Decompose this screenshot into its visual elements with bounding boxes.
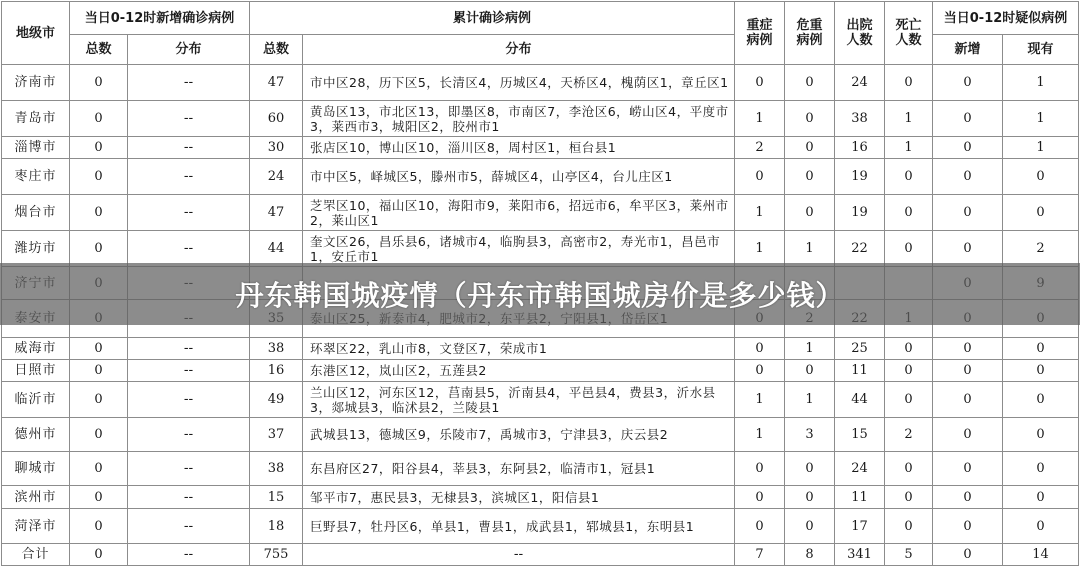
header-cum-total: 总数	[250, 35, 303, 65]
critical-cell: 0	[785, 101, 835, 137]
new-dist-cell: --	[128, 418, 250, 452]
discharged-cell: 24	[835, 65, 885, 101]
new-total-cell: 0	[70, 159, 128, 195]
critical-cell: 0	[785, 137, 835, 159]
suspect-new-cell: 0	[933, 509, 1003, 544]
header-city: 地级市	[2, 2, 70, 65]
critical-cell: 0	[785, 452, 835, 486]
header-new-group: 当日0-12时新增确诊病例	[70, 2, 250, 35]
cum-total-cell: 16	[250, 360, 303, 382]
severe-cell: 0	[735, 65, 785, 101]
cum-total-cell: 24	[250, 159, 303, 195]
severe-cell: 0	[735, 509, 785, 544]
deaths-cell: 0	[885, 195, 933, 231]
suspect-new-cell: 0	[933, 486, 1003, 509]
critical-cell: 1	[785, 231, 835, 267]
severe-cell: 1	[735, 195, 785, 231]
city-cell: 枣庄市	[2, 159, 70, 195]
suspect-current-cell: 0	[1003, 195, 1079, 231]
table-row	[2, 231, 1079, 267]
new-dist-cell: --	[128, 159, 250, 195]
critical-cell: 0	[785, 509, 835, 544]
new-dist-cell: --	[128, 231, 250, 267]
table-row	[2, 195, 1079, 231]
new-dist-cell: --	[128, 382, 250, 418]
suspect-new-cell: 0	[933, 418, 1003, 452]
deaths-cell: 0	[885, 360, 933, 382]
table-row	[2, 101, 1079, 137]
new-total-cell: 0	[70, 486, 128, 509]
suspect-current-cell: 0	[1003, 159, 1079, 195]
cum-dist-cell: 市中区28，历下区5，长清区4，历城区4，天桥区4，槐荫区1，章丘区1	[303, 65, 735, 101]
deaths-cell: 1	[885, 101, 933, 137]
discharged-cell: 11	[835, 486, 885, 509]
header-suspect-new: 新增	[933, 35, 1003, 65]
severe-cell: 0	[735, 338, 785, 360]
critical-cell: 0	[785, 360, 835, 382]
critical-cell: 1	[785, 338, 835, 360]
suspect-new-cell: 0	[933, 338, 1003, 360]
suspect-current-cell: 0	[1003, 486, 1079, 509]
suspect-current-cell: 1	[1003, 137, 1079, 159]
severe-cell: 0	[735, 486, 785, 509]
deaths-cell: 0	[885, 509, 933, 544]
deaths-cell: 0	[885, 452, 933, 486]
discharged-cell: 16	[835, 137, 885, 159]
header-critical: 危重 病例	[785, 2, 835, 65]
critical-cell: 1	[785, 382, 835, 418]
deaths-cell: 0	[885, 338, 933, 360]
cum-dist-cell: 东昌府区27，阳谷县4，莘县3，东阿县2，临清市1，冠县1	[303, 452, 735, 486]
city-cell: 潍坊市	[2, 231, 70, 267]
new-total-cell: 0	[70, 418, 128, 452]
suspect-current-cell: 0	[1003, 418, 1079, 452]
header-suspect-current: 现有	[1003, 35, 1079, 65]
city-cell: 青岛市	[2, 101, 70, 137]
severe-cell: 1	[735, 382, 785, 418]
new-dist-cell: --	[128, 360, 250, 382]
suspect-new-cell: 0	[933, 382, 1003, 418]
new-total-cell: 0	[70, 137, 128, 159]
new-dist-cell: --	[128, 195, 250, 231]
total-cum-dist-cell: --	[303, 544, 735, 566]
city-cell: 临沂市	[2, 382, 70, 418]
total-row	[2, 544, 1079, 566]
suspect-current-cell: 0	[1003, 509, 1079, 544]
city-cell: 淄博市	[2, 137, 70, 159]
severe-cell: 2	[735, 137, 785, 159]
severe-cell: 0	[735, 360, 785, 382]
header-suspect-group: 当日0-12时疑似病例	[933, 2, 1079, 35]
total-new-cell: 0	[70, 544, 128, 566]
city-cell: 聊城市	[2, 452, 70, 486]
header-severe: 重症 病例	[735, 2, 785, 65]
critical-cell: 0	[785, 486, 835, 509]
new-dist-cell: --	[128, 452, 250, 486]
suspect-current-cell: 1	[1003, 101, 1079, 137]
cum-dist-cell: 邹平市7，惠民县3，无棣县3，滨城区1，阳信县1	[303, 486, 735, 509]
suspect-new-cell: 0	[933, 360, 1003, 382]
severe-cell: 0	[735, 452, 785, 486]
severe-cell: 0	[735, 159, 785, 195]
city-cell: 菏泽市	[2, 509, 70, 544]
city-cell: 济南市	[2, 65, 70, 101]
deaths-cell: 1	[885, 137, 933, 159]
header-cum-dist: 分布	[303, 35, 735, 65]
total-deaths-cell: 5	[885, 544, 933, 566]
suspect-current-cell: 2	[1003, 231, 1079, 267]
suspect-new-cell: 0	[933, 452, 1003, 486]
suspect-new-cell: 0	[933, 231, 1003, 267]
cum-dist-cell: 黄岛区13，市北区13，即墨区8，市南区7，李沧区6，崂山区4，平度市3，莱西市3，城阳区2，胶州市1	[303, 101, 735, 137]
discharged-cell: 11	[835, 360, 885, 382]
discharged-cell: 22	[835, 231, 885, 267]
city-cell: 德州市	[2, 418, 70, 452]
table-row	[2, 509, 1079, 544]
cum-dist-cell: 芝罘区10，福山区10，海阳市9，莱阳市6，招远市6，牟平区3，莱州市2，莱山区1	[303, 195, 735, 231]
header-deaths: 死亡 人数	[885, 2, 933, 65]
new-total-cell: 0	[70, 360, 128, 382]
cum-dist-cell: 东港区12，岚山区2，五莲县2	[303, 360, 735, 382]
new-dist-cell: --	[128, 101, 250, 137]
cum-dist-cell: 市中区5，峄城区5，滕州市5，薛城区4，山亭区4，台儿庄区1	[303, 159, 735, 195]
discharged-cell: 19	[835, 159, 885, 195]
cum-total-cell: 15	[250, 486, 303, 509]
header-discharged: 出院 人数	[835, 2, 885, 65]
discharged-cell: 25	[835, 338, 885, 360]
cum-dist-cell: 兰山区12，河东区12，莒南县5，沂南县4，平邑县4，费县3，沂水县3，郯城县3，临沭县2，兰陵县1	[303, 382, 735, 418]
deaths-cell: 0	[885, 486, 933, 509]
discharged-cell: 15	[835, 418, 885, 452]
deaths-cell: 0	[885, 65, 933, 101]
new-dist-cell: --	[128, 137, 250, 159]
new-dist-cell: --	[128, 509, 250, 544]
table-row	[2, 338, 1079, 360]
table-row	[2, 137, 1079, 159]
critical-cell: 0	[785, 195, 835, 231]
severe-cell: 1	[735, 101, 785, 137]
severe-cell: 1	[735, 231, 785, 267]
cum-dist-cell: 巨野县7，牡丹区6，单县1，曹县1，成武县1，郓城县1，东明县1	[303, 509, 735, 544]
cum-total-cell: 47	[250, 195, 303, 231]
city-cell: 日照市	[2, 360, 70, 382]
new-total-cell: 0	[70, 195, 128, 231]
critical-cell: 0	[785, 159, 835, 195]
deaths-cell: 0	[885, 231, 933, 267]
cum-dist-cell: 张店区10，博山区10，淄川区8，周村区1，桓台县1	[303, 137, 735, 159]
suspect-new-cell: 0	[933, 137, 1003, 159]
discharged-cell: 44	[835, 382, 885, 418]
table-row	[2, 65, 1079, 101]
new-total-cell: 0	[70, 231, 128, 267]
discharged-cell: 19	[835, 195, 885, 231]
cum-dist-cell: 奎文区26，昌乐县6，诸城市4，临朐县3，高密市2，寿光市1，昌邑市1，安丘市1	[303, 231, 735, 267]
total-new-dist-cell: --	[128, 544, 250, 566]
new-dist-cell: --	[128, 65, 250, 101]
suspect-current-cell: 0	[1003, 452, 1079, 486]
new-dist-cell: --	[128, 338, 250, 360]
suspect-current-cell: 0	[1003, 360, 1079, 382]
deaths-cell: 0	[885, 159, 933, 195]
title-banner	[0, 263, 1080, 325]
cum-total-cell: 38	[250, 452, 303, 486]
new-total-cell: 0	[70, 65, 128, 101]
new-total-cell: 0	[70, 338, 128, 360]
cum-total-cell: 18	[250, 509, 303, 544]
table-row	[2, 382, 1079, 418]
suspect-new-cell: 0	[933, 159, 1003, 195]
severe-cell: 1	[735, 418, 785, 452]
discharged-cell: 24	[835, 452, 885, 486]
total-cum-cell: 755	[250, 544, 303, 566]
suspect-new-cell: 0	[933, 65, 1003, 101]
table-row	[2, 360, 1079, 382]
cum-total-cell: 60	[250, 101, 303, 137]
cum-total-cell: 49	[250, 382, 303, 418]
city-cell: 烟台市	[2, 195, 70, 231]
table-row	[2, 159, 1079, 195]
discharged-cell: 38	[835, 101, 885, 137]
table-row	[2, 486, 1079, 509]
new-dist-cell: --	[128, 486, 250, 509]
header-new-total: 总数	[70, 35, 128, 65]
total-label-cell: 合计	[2, 544, 70, 566]
suspect-current-cell: 0	[1003, 338, 1079, 360]
total-critical-cell: 8	[785, 544, 835, 566]
critical-cell: 3	[785, 418, 835, 452]
cum-total-cell: 47	[250, 65, 303, 101]
discharged-cell: 17	[835, 509, 885, 544]
banner-title: 丹东韩国城疫情（丹东市韩国城房价是多少钱）	[235, 279, 845, 312]
suspect-new-cell: 0	[933, 195, 1003, 231]
cum-total-cell: 44	[250, 231, 303, 267]
city-cell: 威海市	[2, 338, 70, 360]
suspect-current-cell: 0	[1003, 382, 1079, 418]
cum-dist-cell: 武城县13，德城区9，乐陵市7，禹城市3，宁津县3，庆云县2	[303, 418, 735, 452]
new-total-cell: 0	[70, 101, 128, 137]
suspect-new-cell: 0	[933, 101, 1003, 137]
total-suspect-new-cell: 0	[933, 544, 1003, 566]
deaths-cell: 2	[885, 418, 933, 452]
total-suspect-current-cell: 14	[1003, 544, 1079, 566]
cum-total-cell: 30	[250, 137, 303, 159]
suspect-current-cell: 1	[1003, 65, 1079, 101]
city-cell: 滨州市	[2, 486, 70, 509]
deaths-cell: 0	[885, 382, 933, 418]
header-cum-group: 累计确诊病例	[250, 2, 735, 35]
cum-total-cell: 38	[250, 338, 303, 360]
total-severe-cell: 7	[735, 544, 785, 566]
new-total-cell: 0	[70, 509, 128, 544]
header-new-dist: 分布	[128, 35, 250, 65]
new-total-cell: 0	[70, 382, 128, 418]
table-row	[2, 418, 1079, 452]
cum-dist-cell: 环翠区22，乳山市8，文登区7，荣成市1	[303, 338, 735, 360]
critical-cell: 0	[785, 65, 835, 101]
cum-total-cell: 37	[250, 418, 303, 452]
new-total-cell: 0	[70, 452, 128, 486]
table-row	[2, 452, 1079, 486]
total-discharged-cell: 341	[835, 544, 885, 566]
